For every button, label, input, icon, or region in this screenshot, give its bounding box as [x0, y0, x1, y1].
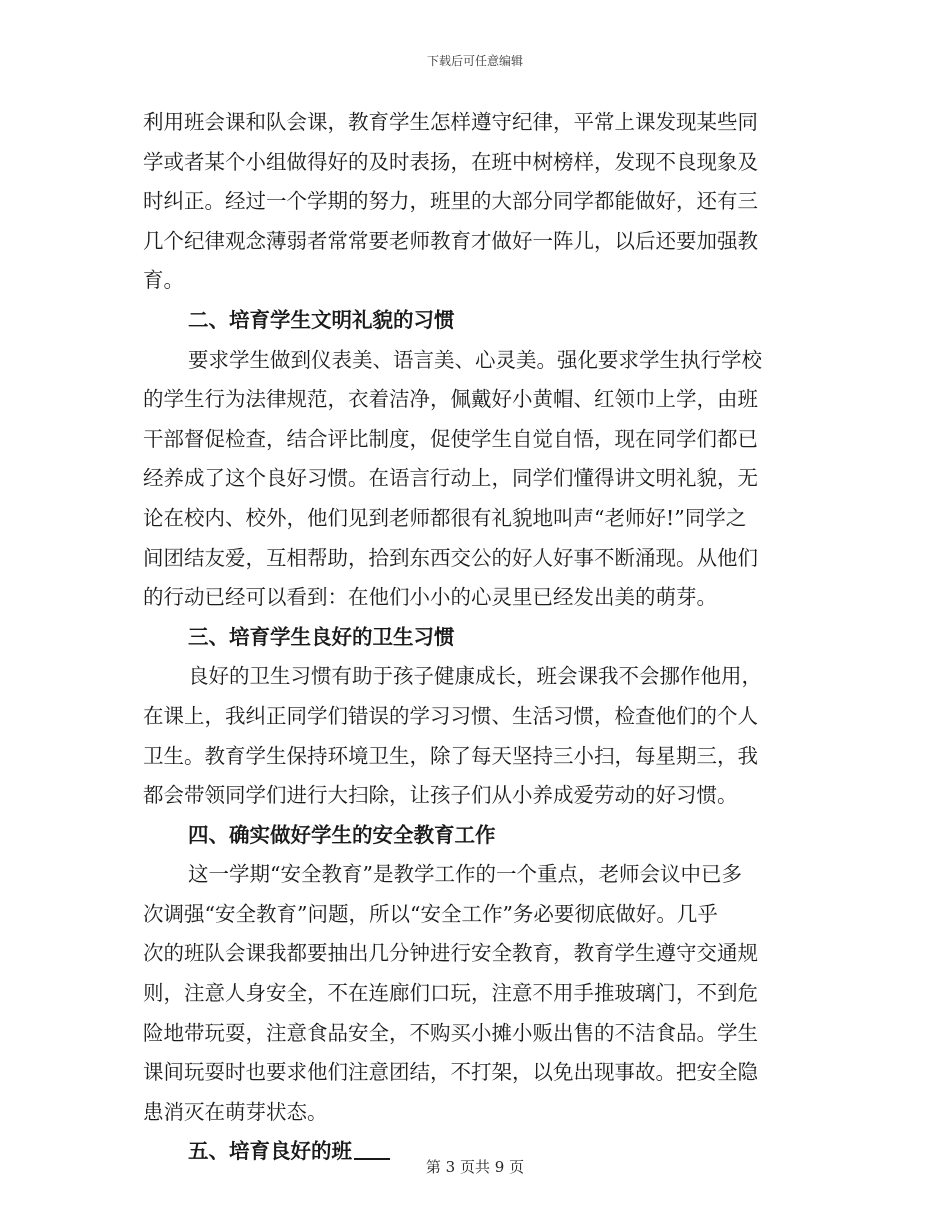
line-text: 四、确实做好学生的安全教育工作	[188, 822, 496, 847]
body-text-line	[143, 499, 805, 539]
line-text: 二、培育学生文明礼貌的习惯	[188, 307, 455, 332]
document-body	[143, 103, 805, 1172]
body-text-line	[143, 776, 805, 816]
section-heading	[143, 301, 805, 341]
line-text: 三、培育学生良好的卫生习惯	[188, 624, 455, 649]
body-text-line	[143, 974, 805, 1014]
page-footer: 第 3 页共 9 页	[425, 1158, 525, 1176]
paragraph-first-line	[143, 657, 805, 697]
line-text: 良好的卫生习惯有助于孩子健康成长，班会课我不会挪作他用，	[188, 664, 762, 689]
line-text: 患消灭在萌芽状态。	[143, 1099, 328, 1124]
line-text: 利用班会课和队会课，教育学生怎样遵守纪律，平常上课发现某些同	[143, 110, 758, 134]
body-text-line	[143, 1014, 805, 1054]
line-text: 次调强“安全教育”问题，所以“安全工作”务必要彻底做好。几乎	[143, 901, 718, 926]
line-text: 论在校内、校外，他们见到老师都很有礼貌地叫声“老师好!”同学之	[143, 505, 747, 530]
line-text: 五、培育良好的班	[188, 1139, 352, 1164]
body-text-line	[143, 380, 805, 420]
line-text: 经养成了这个良好习惯。在语言行动上，同学们懂得讲文明礼貌，无	[143, 466, 758, 491]
paragraph-first-line	[143, 341, 805, 381]
line-text: 的行动已经可以看到：在他们小小的心灵里已经发出美的萌芽。	[143, 585, 717, 610]
line-text: 时纠正。经过一个学期的努力，班里的大部分同学都能做好，还有三	[143, 189, 758, 214]
body-text-line	[143, 459, 805, 499]
body-text-line	[143, 697, 805, 737]
body-text-line	[143, 737, 805, 777]
section-heading	[143, 816, 805, 856]
line-text: 险地带玩耍，注意食品安全，不购买小摊小贩出售的不洁食品。学生	[143, 1020, 758, 1045]
body-text-line	[143, 934, 805, 974]
body-text-line	[143, 103, 805, 143]
body-text-line	[143, 182, 805, 222]
line-text: 要求学生做到仪表美、语言美、心灵美。强化要求学生执行学校	[188, 347, 762, 372]
body-text-line	[143, 143, 805, 183]
body-text-line	[143, 261, 805, 301]
paragraph-first-line	[143, 855, 805, 895]
body-text-line	[143, 578, 805, 618]
line-text: 在课上，我纠正同学们错误的学习习惯、生活习惯，检查他们的个人	[143, 703, 758, 728]
page-header: 下载后可任意编辑	[426, 54, 523, 68]
line-text: 的学生行为法律规范，衣着洁净，佩戴好小黄帽、红领巾上学，由班	[143, 387, 758, 412]
line-text: 课间玩耍时也要求他们注意团结，不打架，以免出现事故。把安全隐	[143, 1060, 758, 1085]
section-heading	[143, 618, 805, 658]
line-text: 卫生。教育学生保持环境卫生，除了每天坚持三小扫，每星期三，我	[143, 743, 758, 768]
line-text: 间团结友爱，互相帮助，拾到东西交公的好人好事不断涌现。从他们	[143, 545, 758, 570]
line-text: 都会带领同学们进行大扫除，让孩子们从小养成爱劳动的好习惯。	[143, 783, 738, 808]
body-text-line	[143, 222, 805, 262]
line-text: 这一学期“安全教育”是教学工作的一个重点，老师会议中已多	[188, 862, 742, 887]
line-text: 学或者某个小组做得好的及时表扬，在班中树榜样，发现不良现象及	[143, 149, 758, 174]
body-text-line	[143, 895, 805, 935]
line-text: 育。	[143, 268, 184, 293]
line-text: 则，注意人身安全，不在连廊们口玩，注意不用手推玻璃门，不到危	[143, 981, 758, 1006]
body-text-line	[143, 539, 805, 579]
line-text: 几个纪律观念薄弱者常常要老师教育才做好一阵儿，以后还要加强教	[143, 228, 758, 253]
body-text-line	[143, 420, 805, 460]
line-text: 次的班队会课我都要抽出几分钟进行安全教育，教育学生遵守交通规	[143, 941, 758, 966]
line-text: 干部督促检查，结合评比制度，促使学生自觉自悟，现在同学们都已	[143, 426, 758, 451]
body-text-line	[143, 1093, 805, 1133]
body-text-line	[143, 1053, 805, 1093]
